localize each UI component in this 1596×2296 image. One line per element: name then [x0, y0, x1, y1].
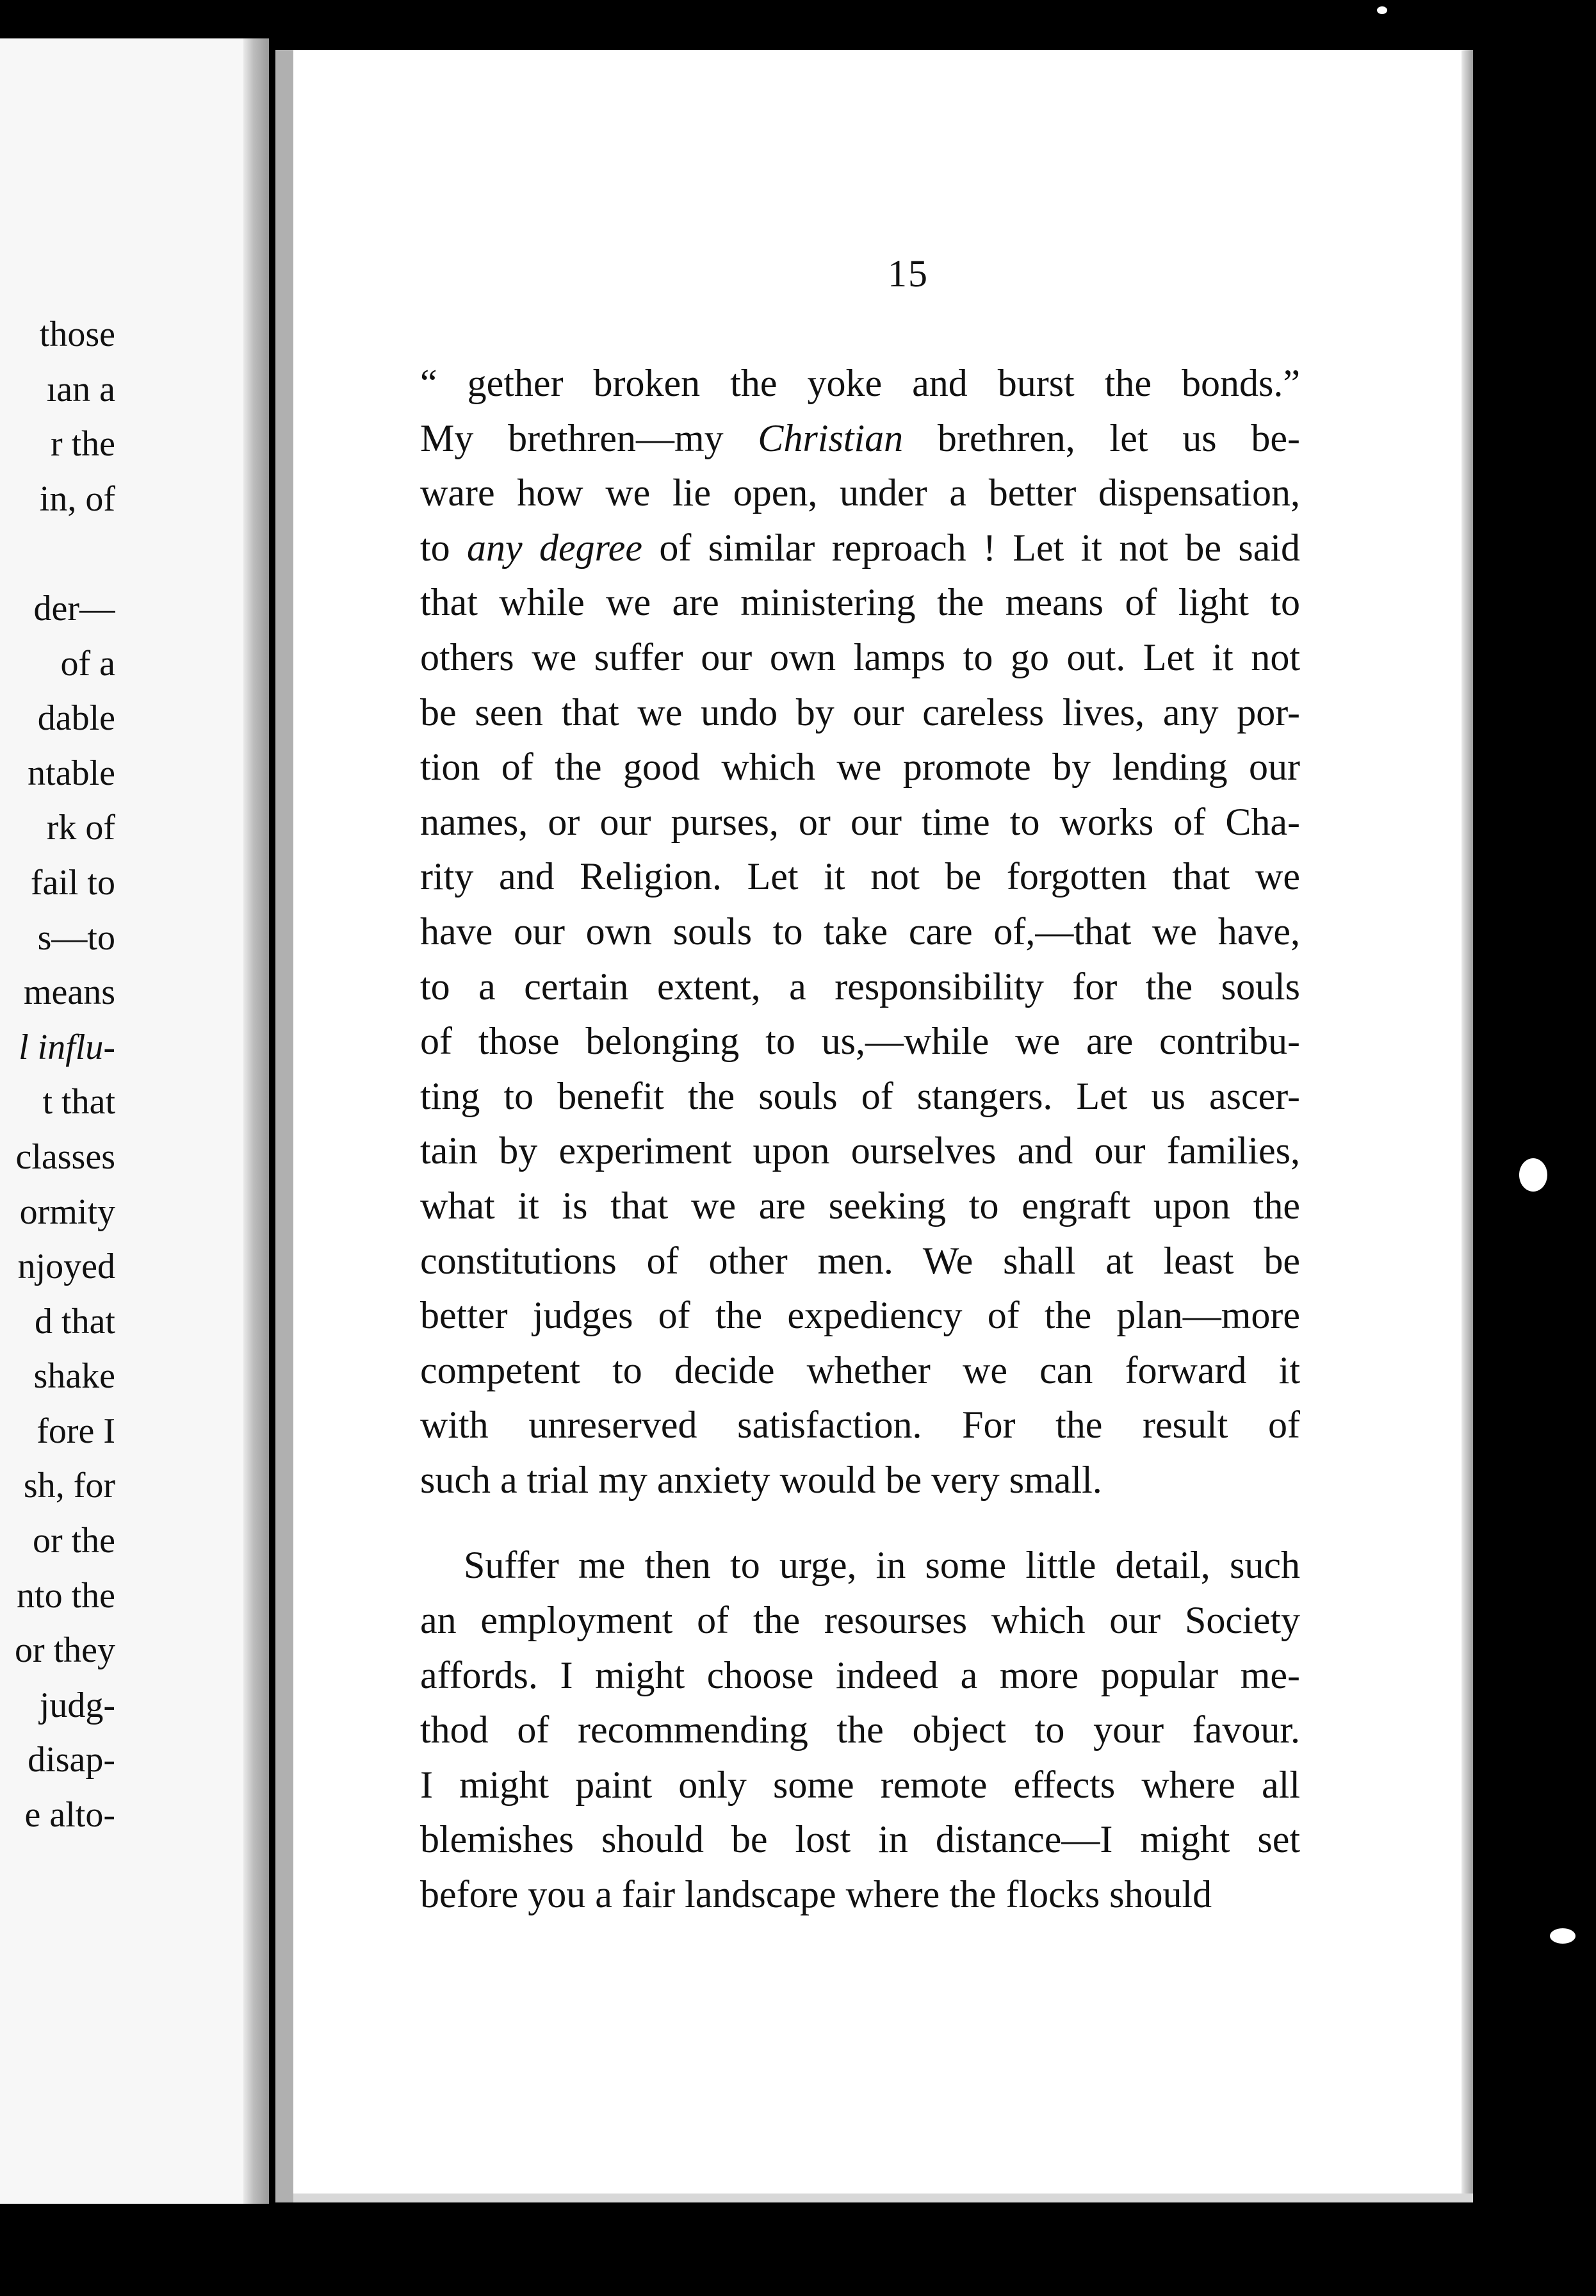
- page-body-text: [420, 356, 1300, 1923]
- facing-page-line: means: [23, 972, 115, 1013]
- text-line: [420, 630, 1300, 685]
- scan-speck: [1550, 1928, 1576, 1944]
- text-segment: tain by experiment upon ourselves and our families,: [420, 1129, 1300, 1172]
- page-edge: [1462, 50, 1473, 2202]
- facing-page-line: shake: [33, 1356, 115, 1397]
- facing-page-line: classes: [15, 1136, 115, 1177]
- facing-page-line: r the: [50, 424, 115, 464]
- text-line: [420, 1453, 1300, 1508]
- text-segment: brethren, let us be-: [903, 416, 1300, 459]
- text-segment: to a certain extent, a responsibility for the souls: [420, 965, 1300, 1008]
- book-spine-shadow: [243, 38, 269, 2204]
- paragraph-spacer: [420, 1507, 1300, 1538]
- scan-speck: [1519, 1158, 1547, 1192]
- facing-page-line: nto the: [17, 1575, 115, 1616]
- facing-page-text: [0, 308, 115, 1843]
- facing-page-line: dable: [37, 698, 115, 739]
- text-line: [420, 1288, 1300, 1343]
- text-line: [420, 411, 1300, 466]
- text-segment: better judges of the expediency of the plan—more: [420, 1294, 1300, 1337]
- text-line: [420, 960, 1300, 1015]
- facing-page-line: ıan a: [46, 369, 115, 409]
- facing-page-line: der—: [33, 588, 115, 628]
- facing-page-line: [0, 527, 115, 582]
- facing-page-line: or they: [14, 1630, 115, 1671]
- text-line: [420, 1593, 1300, 1648]
- text-segment: ting to benefit the souls of stangers. Let us ascer-: [420, 1074, 1300, 1117]
- facing-page-line: disap-: [28, 1740, 115, 1780]
- text-line: [420, 575, 1300, 630]
- text-segment: to: [420, 526, 468, 569]
- text-line: [420, 521, 1300, 576]
- text-segment: an employment of the resourses which our Society: [420, 1599, 1300, 1642]
- text-segment: of similar reproach ! Let it not be said: [642, 526, 1300, 569]
- facing-page-line: ntable: [28, 753, 115, 793]
- text-segment: be seen that we undo by our careless lives, any por-: [420, 691, 1300, 734]
- text-line: [420, 1179, 1300, 1234]
- text-segment: affords. I might choose indeed a more popular me-: [420, 1653, 1300, 1696]
- text-line: [420, 1069, 1300, 1124]
- text-line: [420, 1343, 1300, 1398]
- facing-page-line: judg-: [39, 1685, 115, 1725]
- text-segment: thod of recommending the object to your favour.: [420, 1709, 1300, 1751]
- book-page: [275, 50, 1473, 2202]
- facing-page-line: d that: [35, 1301, 115, 1341]
- facing-page-line: e alto-: [24, 1795, 115, 1835]
- italic-text: Christian: [758, 416, 904, 459]
- scan-speck: [1377, 6, 1387, 14]
- facing-page-line: or the: [32, 1521, 115, 1561]
- text-segment: such a trial my anxiety would be very small.: [420, 1458, 1102, 1501]
- text-line: [420, 1758, 1300, 1813]
- text-line: [420, 740, 1300, 795]
- facing-page-line: fail to: [30, 862, 115, 903]
- text-line: [420, 849, 1300, 905]
- facing-page-line: sh, for: [23, 1466, 115, 1506]
- text-segment: Suffer me then to urge, in some little detail, such: [464, 1544, 1300, 1587]
- paragraph-2: [420, 1538, 1300, 1922]
- text-line: [420, 1867, 1300, 1923]
- text-segment: with unreserved satisfaction. For the result of: [420, 1404, 1300, 1447]
- text-segment: blemishes should be lost in distance—I might set: [420, 1818, 1300, 1861]
- text-segment: before you a fair landscape where the flocks should: [420, 1873, 1212, 1916]
- text-segment: others we suffer our own lamps to go out. Let it not: [420, 636, 1300, 678]
- text-line: [420, 356, 1300, 411]
- text-segment: I might paint only some remote effects where all: [420, 1763, 1300, 1806]
- text-line: [420, 1648, 1300, 1703]
- text-segment: have our own souls to take care of,—that we have,: [420, 910, 1300, 953]
- facing-page-line: t that: [42, 1082, 115, 1122]
- italic-text: any degree: [467, 526, 643, 569]
- facing-page-line: rk of: [46, 808, 115, 848]
- text-line: [420, 1538, 1300, 1593]
- text-line: [420, 1398, 1300, 1453]
- text-segment: what it is that we are seeking to engraft upon the: [420, 1184, 1300, 1227]
- facing-page-line: s—to: [37, 917, 115, 958]
- facing-page-line: njoyed: [17, 1247, 115, 1287]
- facing-page: [0, 38, 269, 2204]
- text-segment: rity and Religion. Let it not be forgotten that we: [420, 855, 1300, 898]
- text-line: [420, 1703, 1300, 1758]
- facing-page-line: those: [39, 315, 115, 354]
- facing-page-line: fore I: [37, 1411, 115, 1451]
- text-line: [420, 1812, 1300, 1867]
- text-line: [420, 1234, 1300, 1289]
- paragraph-1: [420, 356, 1300, 1507]
- facing-page-line: l influ-: [19, 1027, 115, 1067]
- text-line: [420, 466, 1300, 521]
- text-segment: ware how we lie open, under a better dispensation,: [420, 472, 1300, 514]
- text-segment: competent to decide whether we can forward it: [420, 1349, 1300, 1391]
- text-segment: constitutions of other men. We shall at least be: [420, 1239, 1300, 1282]
- text-segment: “ gether broken the yoke and burst the bonds.”: [420, 362, 1300, 404]
- page-number: 15: [888, 252, 929, 295]
- text-segment: My brethren—my: [420, 416, 758, 459]
- text-segment: names, or our purses, or our time to works of Cha-: [420, 800, 1300, 843]
- text-segment: of those belonging to us,—while we are contribu-: [420, 1020, 1300, 1063]
- text-segment: tion of the good which we promote by lending our: [420, 746, 1300, 789]
- text-segment: that while we are ministering the means of light to: [420, 581, 1300, 624]
- facing-page-line: ormity: [19, 1192, 115, 1232]
- text-line: [420, 1124, 1300, 1179]
- text-line: [420, 905, 1300, 960]
- text-line: [420, 1014, 1300, 1069]
- facing-page-line: of a: [60, 643, 115, 684]
- text-line: [420, 795, 1300, 850]
- page-bottom-edge: [293, 2194, 1473, 2202]
- text-line: [420, 685, 1300, 741]
- facing-page-line: in, of: [39, 479, 115, 519]
